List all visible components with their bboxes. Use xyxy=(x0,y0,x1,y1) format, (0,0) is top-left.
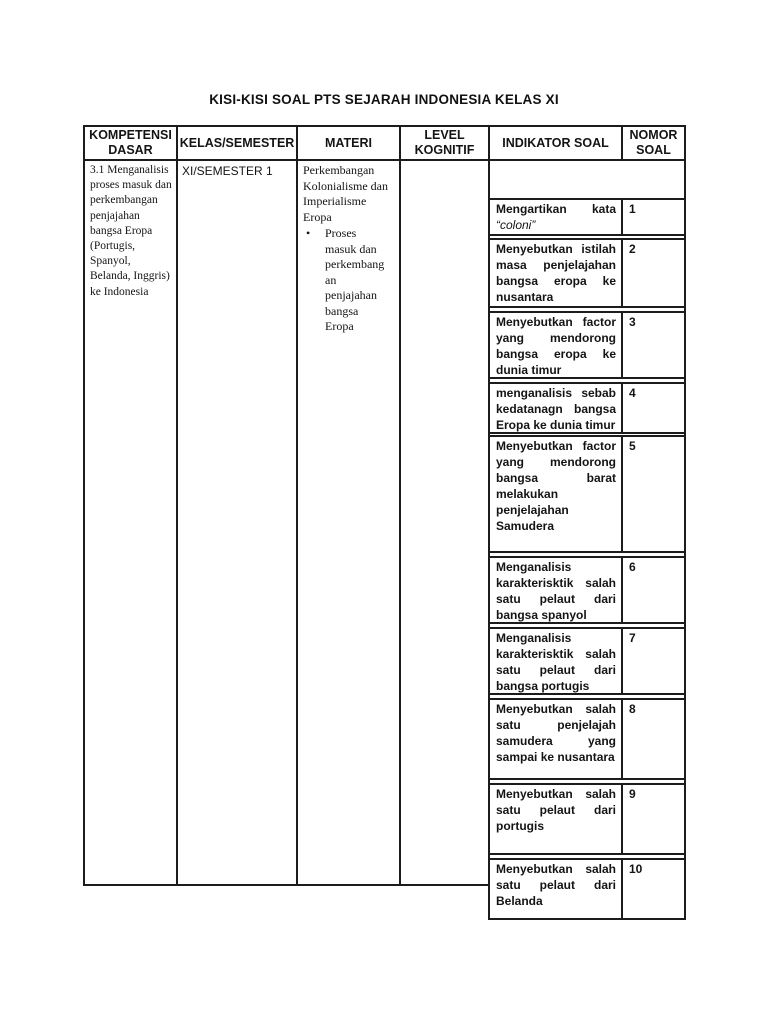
table-row xyxy=(488,382,686,434)
header-nomor-soal: NOMOR SOAL xyxy=(629,128,678,157)
indikator-cell: menganalisis sebab kedatanagn bangsa Eropa ke dunia timur xyxy=(490,384,623,432)
indikator-cell: Menyebutkan salah satu pelaut dari portugis xyxy=(490,785,623,853)
nomor-cell: 9 xyxy=(629,787,636,801)
indikator-cell: Menyebutkan istilah masa penjelajahan bangsa eropa ke nusantara xyxy=(490,240,623,306)
table-row xyxy=(488,783,686,855)
nomor-cell: 10 xyxy=(629,862,643,876)
page-title: KISI-KISI SOAL PTS SEJARAH INDONESIA KELAS XI xyxy=(209,92,559,107)
nomor-cell: 1 xyxy=(629,202,636,216)
bullet-icon: • xyxy=(306,226,311,240)
table-body xyxy=(85,161,684,908)
indikator-cell xyxy=(490,200,623,234)
nomor-cell: 5 xyxy=(629,439,636,453)
nomor-cell: 7 xyxy=(629,631,636,645)
nomor-cell: 2 xyxy=(629,242,636,256)
header-materi: MATERI xyxy=(298,127,401,159)
header-level-kognitif: LEVEL KOGNITIF xyxy=(401,127,490,159)
cell-level-kognitif xyxy=(401,161,490,884)
cell-kelas-semester: XI/SEMESTER 1 xyxy=(178,161,298,884)
indikator-cell: Menyebutkan factor yang mendorong bangsa barat melakukan penjelajahan Samudera xyxy=(490,437,623,551)
kisi-kisi-table xyxy=(83,125,686,908)
table-row xyxy=(488,435,686,553)
header-kelas-semester: KELAS/SEMESTER xyxy=(178,127,298,159)
header-indikator-soal: INDIKATOR SOAL xyxy=(490,127,623,159)
table-row xyxy=(488,198,686,236)
table-row xyxy=(488,311,686,379)
indikator-cell: Menyebutkan salah satu pelaut dari Belanda xyxy=(490,860,623,918)
indikator-cell: Menganalisis karakterisktik salah satu pelaut dari bangsa portugis xyxy=(490,629,623,693)
table-row xyxy=(488,556,686,624)
cell-materi xyxy=(298,161,401,884)
indikator-cell: Menyebutkan salah satu penjelajah samudera yang sampai ke nusantara xyxy=(490,700,623,778)
materi-bullet-text: Proses masuk dan perkembangan penjajahan bangsa Eropa xyxy=(325,226,385,333)
table-row xyxy=(488,627,686,695)
indikator-text: Mengartikan kata xyxy=(496,202,616,216)
materi-heading: Perkembangan Kolonialisme dan Imperialisme Eropa xyxy=(303,163,388,224)
indikator-cell: Menganalisis karakterisktik salah satu pelaut dari bangsa spanyol xyxy=(490,558,623,622)
table-row xyxy=(488,858,686,920)
nomor-cell: 3 xyxy=(629,315,636,329)
table-row xyxy=(488,698,686,780)
indikator-cell: Menyebutkan factor yang mendorong bangsa eropa ke dunia timur xyxy=(490,313,623,377)
header-kompetensi-dasar: KOMPETENSI DASAR xyxy=(85,127,178,159)
table-header-row xyxy=(85,127,684,161)
table-row xyxy=(488,238,686,308)
materi-bullet-item xyxy=(303,226,395,335)
nomor-cell: 4 xyxy=(629,386,636,400)
indikator-italic-term: “coloni” xyxy=(496,218,536,232)
nomor-cell: 6 xyxy=(629,560,636,574)
cell-kompetensi-dasar: 3.1 Menganalisis proses masuk dan perkembangan penjajahan bangsa Eropa (Portugis, Spanyol, Belanda, Inggris) ke Indonesia xyxy=(85,161,178,884)
nomor-cell: 8 xyxy=(629,702,636,716)
